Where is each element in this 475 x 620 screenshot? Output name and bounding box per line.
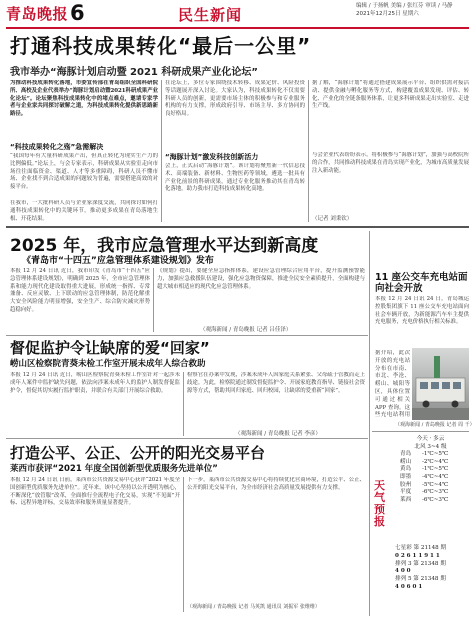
section-rule [6,438,368,439]
issue-date: 2021年12月25日 星期六 [356,11,419,17]
weather-city: 黄岛 [400,466,412,473]
column-divider [308,80,309,222]
story2-byline: （观海新闻 / 青岛晚报 记者 吕佳泽） [200,327,292,333]
story3-byline: （观海新闻 / 青岛晚报 记者 李彦） [235,431,321,437]
column-divider [183,477,184,612]
page-number: 6 [70,1,85,25]
weather-city: 崂山 [400,458,412,465]
lead-paragraph-3: 在论坛上，多位专家围绕技术转移、成果定价、风险投资等话题展开深入讨论。大家认为，科技成果转化不仅需要科研人员的创新，更需要市场主体的积极参与和专业服务机构的有力支撑，形成政府引导、市场主导、多方协同的良好格局。 [165,80,305,118]
weather-temperature: -2℃~4℃ [422,458,449,465]
section-rule [6,226,469,228]
weather-temperature: -6℃~3℃ [422,496,449,503]
charging-station-photo [412,348,469,420]
weather-row [392,474,469,482]
lead-section-2-heading: “海豚计划”激发科技创新活力 [165,153,259,161]
weather-temperature: -1℃~5℃ [422,466,449,473]
lottery-pick3-label: 排列 3 第 21348 期 [395,560,446,567]
lottery-7star-label: 七星彩 第 21148 期 [395,545,447,551]
editor-credits: 编辑 / 于扬帆 美编 / 张红芬 审读 / 马静 [356,3,453,9]
story4-byline: （观海新闻 / 青岛晚报 记者 马英凯 通讯员 刘振军 张维维） [187,604,320,610]
story2-paragraph-2: 《规划》提出，要健全应急指挥体系，建设应急管理综合应用平台，提升监测预警能力，加强应急救援队伍建设，强化应急物资保障，推进全民安全素质提升，全面构建与超大城市相适应的现代化应急管理体系。 [157,268,365,290]
lottery-results [395,545,469,592]
lead-intro: 为推动科技成果转化落地，市委宣传部在青岛组织全国科研院所、高校及企业代表举办“海豚计划启动暨2021科研成果产业化论坛”。论坛聚焦科技成果转化中的堵点难点，邀请专家学者与企业家共同探讨破解之道，为科技成果转化提供新思路新路径。 [10,80,158,118]
weather-row [392,451,469,459]
lead-paragraph-6: 与会企业代表纷纷表示，将积极参与“海豚计划”，加强与高校院所的合作，共同推动科技成果在青岛实现产业化，为城市高质量发展注入新动能。 [312,152,469,174]
story4-headline: 打造公平、公正、公开的阳光交易平台 [10,444,266,462]
lead-paragraph-2: 在我市，一大批科研人员与企业家深度交流，共同探讨如何打通科技成果转化中的关键环节，推动更多成果在青岛落地生根、开花结果。 [10,200,158,222]
story3-subheadline: 崂山区检察院青葵未检工作室开展未成年人综合救助 [10,359,206,369]
column-divider [183,372,184,436]
weather-wind: 北风 3~4 级 [414,443,447,450]
lead-section-1-heading: “科技成果转化之殇”急需解决 [10,143,104,151]
lead-byline: （记者 刘秉钦） [312,216,353,222]
header-meta [356,2,453,18]
section-rule [6,335,368,336]
story4-paragraph-1: 本报 12 月 24 日讯 日前，莱西市公共资源交易中心获评“2021 年度全国创新型优质服务先进单位”。近年来，该中心坚持以公开透明为核心，不断深化“放管服”改革，全面推行全流程电子化交易，实现“不见面”开标、远程异地评标，交易效率和服务质量显著提升。 [10,477,180,507]
weather-temperature: -5℃~4℃ [422,481,449,488]
weather-temperature: -4℃~4℃ [422,473,449,480]
lottery-pick5-numbers: 4 0 6 0 1 [395,583,423,590]
weather-city: 胶州 [400,481,412,488]
weather-row [392,497,469,505]
lead-paragraph-1: “我国每年有大量科研成果产出，但真正转化为现实生产力的比例偏低。”论坛上，与会专家表示，科研成果从实验室走向市场往往面临资金、渠道、人才等多重障碍，科研人员不懂市场、企业找不到合适成果的问题较为普遍，需要搭建高效的对接平台。 [10,153,158,191]
weather-panel [392,436,469,504]
section-rule [372,431,469,432]
weather-condition: 今天 · 多云 [416,436,445,442]
column-divider [153,268,154,332]
story2-headline: 2025 年，我市应急管理水平达到新高度 [10,236,319,256]
story3-paragraph-1: 本报 12 月 24 日讯 近日，崂山区检察院青葵未检工作室针对一起涉未成年人案件中监护缺失问题，依法向涉案未成年人的监护人制发督促监护令，督促其切实履行监护职责，并联合有关部门开展综合救助。 [10,372,180,394]
weather-title: 天气预报 [374,479,385,528]
lottery-pick3-numbers: 4 0 0 [395,568,411,575]
weather-temperature: -1℃~5℃ [422,451,449,458]
newspaper-logo: 青岛晚报 [6,5,69,23]
lead-paragraph-4: 会上，正式启动“海豚计划”。该计划将聚焦新一代信息技术、高端装备、新材料、生物医药等领域，遴选一批具有产业化前景的科研成果，通过专业化服务推动其在青岛转化落地，助力我市打造科技成果转化高地。 [165,163,305,193]
story4-paragraph-2: 下一步，莱西市公共资源交易中心将持续优化营商环境，打造公平、公正、公开的阳光交易平台，为全市经济社会高质量发展提供有力支撑。 [187,477,365,491]
weather-table [392,451,469,504]
story4-subheadline: 莱西市获评“2021 年度全国创新型优质服务先进单位” [10,464,218,474]
section-title: 民生新闻 [178,6,243,24]
column-divider [161,80,162,222]
story3-headline: 督促监护令让缺席的爱“回家” [10,339,210,357]
lead-paragraph-5: 据了解，“海豚计划”将通过搭建成果展示平台、组织供需对接活动、提供金融与孵化服务等方式，构建覆盖成果发现、评估、转化、产业化的全链条服务体系，让更多科研成果走出实验室、走进生产线。 [312,80,469,110]
story5-headline: 11 座公交车充电站面向社会开放 [375,272,468,294]
bus-charging-illustration [412,348,469,420]
weather-row [392,489,469,497]
lottery-pick5-label: 排列 5 第 21348 期 [395,576,446,583]
story5-paragraph-1: 本报 12 月 24 日讯 24 日，青岛城运控股集团旗下 11 座公交车充电站面向社会车辆开放，为新能源汽车车主提供充电服务，充电价格执行相关标准。 [375,296,469,326]
lottery-7star-numbers: 0 2 6 1 1 9 1 1 [395,552,440,559]
weather-city: 平度 [400,489,412,496]
weather-city: 青岛 [400,451,412,458]
header-rule [6,27,469,29]
story2-paragraph-1: 本报 12 月 24 日讯 近日，我市印发《青岛市“十四五”应急管理体系建设规划》，明确到 2025 年，全市应急管理体系和能力现代化建设取得重大进展，形成统一指挥、专常兼备、反应灵敏、上下联动的应急管理体制，防范化解重大安全风险能力明显增强，安全生产、综合防灾减灾形势趋稳向好。 [10,268,150,313]
weather-city: 莱西 [400,496,412,503]
weather-row [392,466,469,474]
story5-byline: （观海新闻 / 青岛晚报 记者 周 千） [395,422,475,428]
story2-subheadline: 《青岛市“十四五”应急管理体系建设规划》发布 [22,256,214,266]
lead-subheadline: 我市举办“海豚计划启动暨 2021 科研成果产业化论坛” [10,67,258,78]
weather-temperature: -6℃~3℃ [422,489,449,496]
weather-city: 即墨 [400,473,412,480]
column-divider [369,231,370,616]
lead-headline: 打通科技成果转化“最后一公里” [10,34,312,58]
story5-paragraph-2: 据介绍，此次开放的充电站分布在市南、市北、李沧、崂山、城阳等区，具体位置可通过相关 APP 查询。这些充电站利用 [375,350,410,418]
story3-paragraph-2: 检察官在办案中发现，涉案未成年人因家庭关系紧张、父母疏于管教而走上歧途。为此，检察院通过制发督促监护令、开展家庭教育指导、链接社会资源等方式，帮助其回归家庭、回归校园，让缺席的爱重新“回家”。 [187,372,365,394]
